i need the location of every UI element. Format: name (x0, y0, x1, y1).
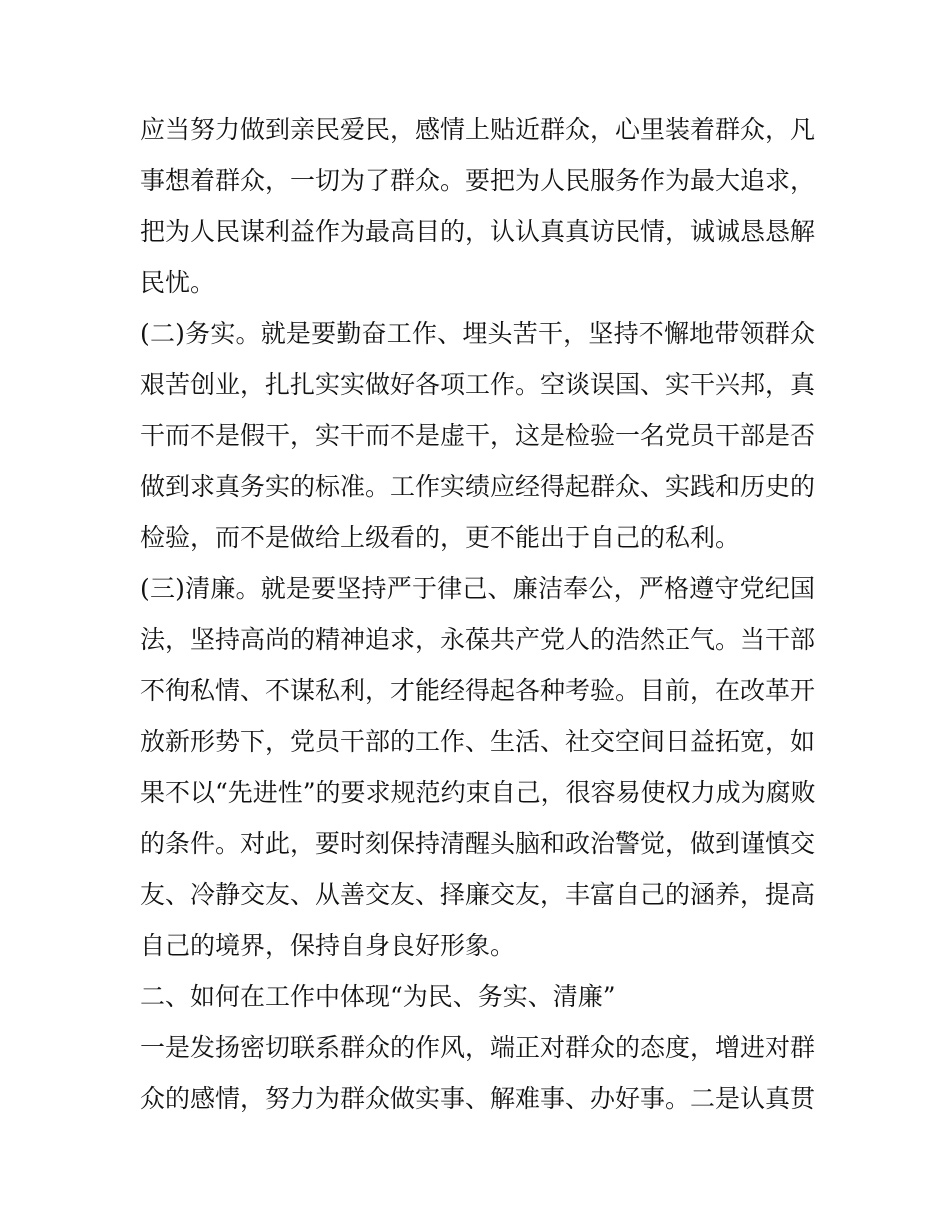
text-line: 检验，而不是做给上级看的，更不能出于自己的私利。 (140, 523, 741, 552)
text-line: 果不以“先进性”的要求规范约束自己，很容易使权力成为腐败 (140, 778, 816, 807)
text-line: 干而不是假干，实干而不是虚干，这是检验一名党员干部是否 (140, 421, 816, 450)
text-line: 自己的境界，保持自身良好形象。 (140, 931, 516, 960)
text-line: 一是发扬密切联系群众的作风，端正对群众的态度，增进对群 (140, 1033, 816, 1062)
text-line: 艰苦创业，扎扎实实做好各项工作。空谈误国、实干兴邦，真 (140, 370, 816, 399)
text-line: 不徇私情、不谋私利，才能经得起各种考验。目前，在改革开 (140, 676, 816, 705)
text-line: 的条件。对此，要时刻保持清醒头脑和政治警觉，做到谨慎交 (140, 829, 816, 858)
text-line: 众的感情，努力为群众做实事、解难事、办好事。二是认真贯 (140, 1084, 816, 1113)
document-body (140, 104, 815, 1124)
text-line: (二)务实。就是要勤奋工作、埋头苦干，坚持不懈地带领群众 (140, 319, 815, 348)
text-line: 事想着群众，一切为了群众。要把为人民服务作为最大追求， (140, 166, 816, 195)
section-heading: 二、如何在工作中体现“为民、务实、清廉” (140, 982, 616, 1011)
text-line: (三)清廉。就是要坚持严于律己、廉洁奉公，严格遵守党纪国 (140, 574, 815, 603)
text-line: 民忧。 (140, 268, 216, 297)
text-line: 把为人民谋利益作为最高目的，认认真真访民情，诚诚恳恳解 (140, 217, 816, 246)
text-line: 做到求真务实的标准。工作实绩应经得起群众、实践和历史的 (140, 472, 816, 501)
text-line: 友、冷静交友、从善交友、择廉交友，丰富自己的涵养，提高 (140, 880, 816, 909)
text-line: 放新形势下，党员干部的工作、生活、社交空间日益拓宽，如 (140, 727, 816, 756)
text-line: 法，坚持高尚的精神追求，永葆共产党人的浩然正气。当干部 (140, 625, 816, 654)
text-line: 应当努力做到亲民爱民，感情上贴近群众，心里装着群众，凡 (140, 115, 816, 144)
